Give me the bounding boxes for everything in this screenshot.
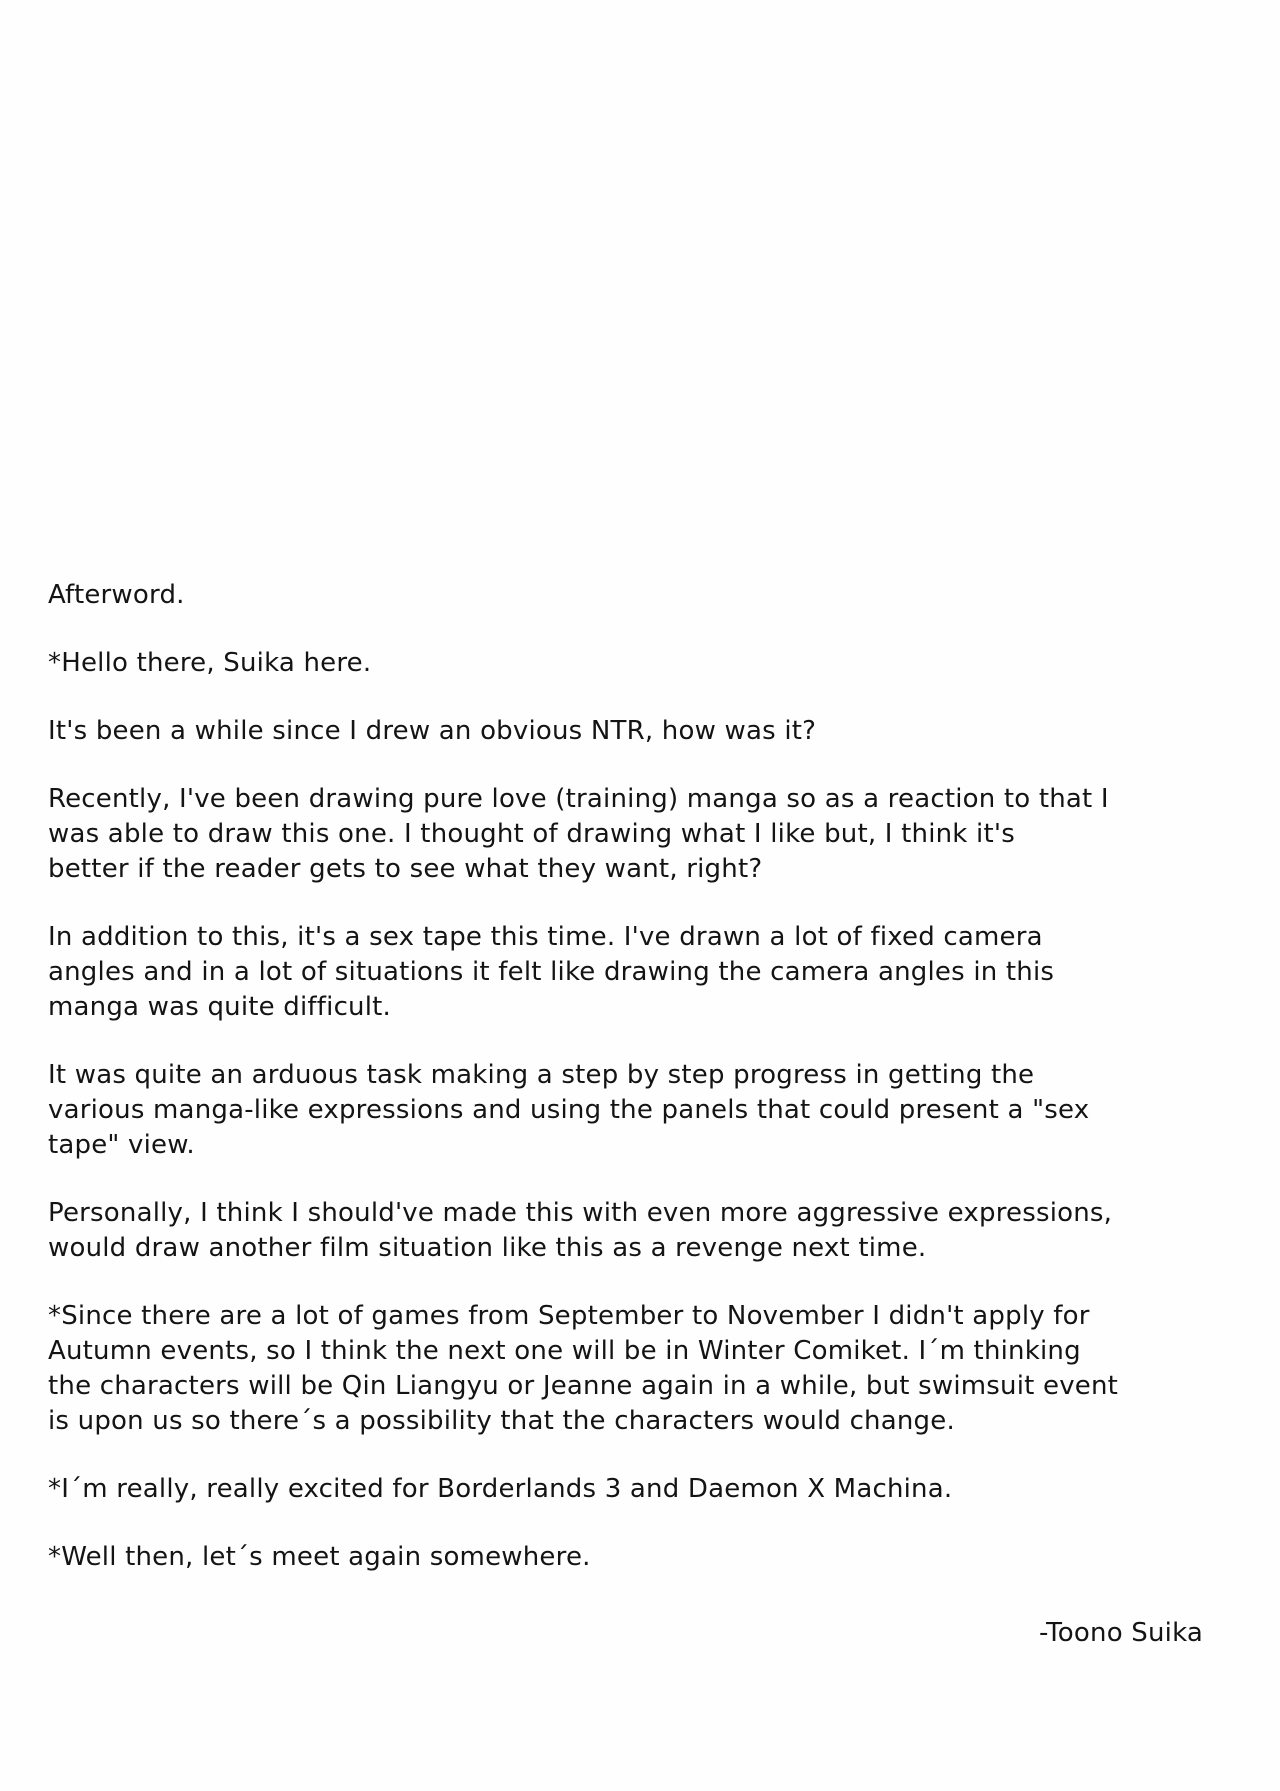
paragraph-7 — [48, 1299, 1240, 1439]
text-line: was able to draw this one. I thought of drawing what I like but, I think it's — [48, 819, 1015, 849]
text-line: It was quite an arduous task making a step by step progress in getting the — [48, 1060, 1035, 1090]
text-line: *Since there are a lot of games from September to November I didn't apply for — [48, 1301, 1090, 1331]
paragraph-6 — [48, 1196, 1240, 1266]
text-line: *I´m really, really excited for Borderlands 3 and Daemon X Machina. — [48, 1474, 953, 1504]
text-line: would draw another film situation like this as a revenge next time. — [48, 1233, 927, 1263]
text-line: various manga-like expressions and using the panels that could present a "sex — [48, 1095, 1090, 1125]
paragraph-2 — [48, 714, 1240, 749]
paragraph-1 — [48, 646, 1240, 681]
text-line: better if the reader gets to see what they want, right? — [48, 854, 763, 884]
text-line: It's been a while since I drew an obvious NTR, how was it? — [48, 716, 817, 746]
text-line: In addition to this, it's a sex tape this time. I've drawn a lot of fixed camera — [48, 922, 1043, 952]
author-signature: -Toono Suika — [1038, 1618, 1203, 1648]
text-line: angles and in a lot of situations it felt like drawing the camera angles in this — [48, 957, 1055, 987]
text-line: Afterword. — [48, 580, 185, 610]
paragraph-8 — [48, 1472, 1240, 1507]
afterword-text-block — [48, 578, 1240, 1608]
paragraph-0 — [48, 578, 1240, 613]
text-line: tape" view. — [48, 1130, 195, 1160]
text-line: Autumn events, so I think the next one will be in Winter Comiket. I´m thinking — [48, 1336, 1081, 1366]
paragraph-9 — [48, 1540, 1240, 1575]
text-line: *Hello there, Suika here. — [48, 648, 372, 678]
text-line: *Well then, let´s meet again somewhere. — [48, 1542, 591, 1572]
text-line: manga was quite difficult. — [48, 992, 392, 1022]
text-line: Recently, I've been drawing pure love (training) manga so as a reaction to that I — [48, 784, 1109, 814]
text-line: the characters will be Qin Liangyu or Jeanne again in a while, but swimsuit event — [48, 1371, 1119, 1401]
text-line: is upon us so there´s a possibility that the characters would change. — [48, 1406, 955, 1436]
paragraph-4 — [48, 920, 1240, 1025]
paragraph-3 — [48, 782, 1240, 887]
text-line: Personally, I think I should've made this with even more aggressive expressions, — [48, 1198, 1113, 1228]
paragraph-5 — [48, 1058, 1240, 1163]
